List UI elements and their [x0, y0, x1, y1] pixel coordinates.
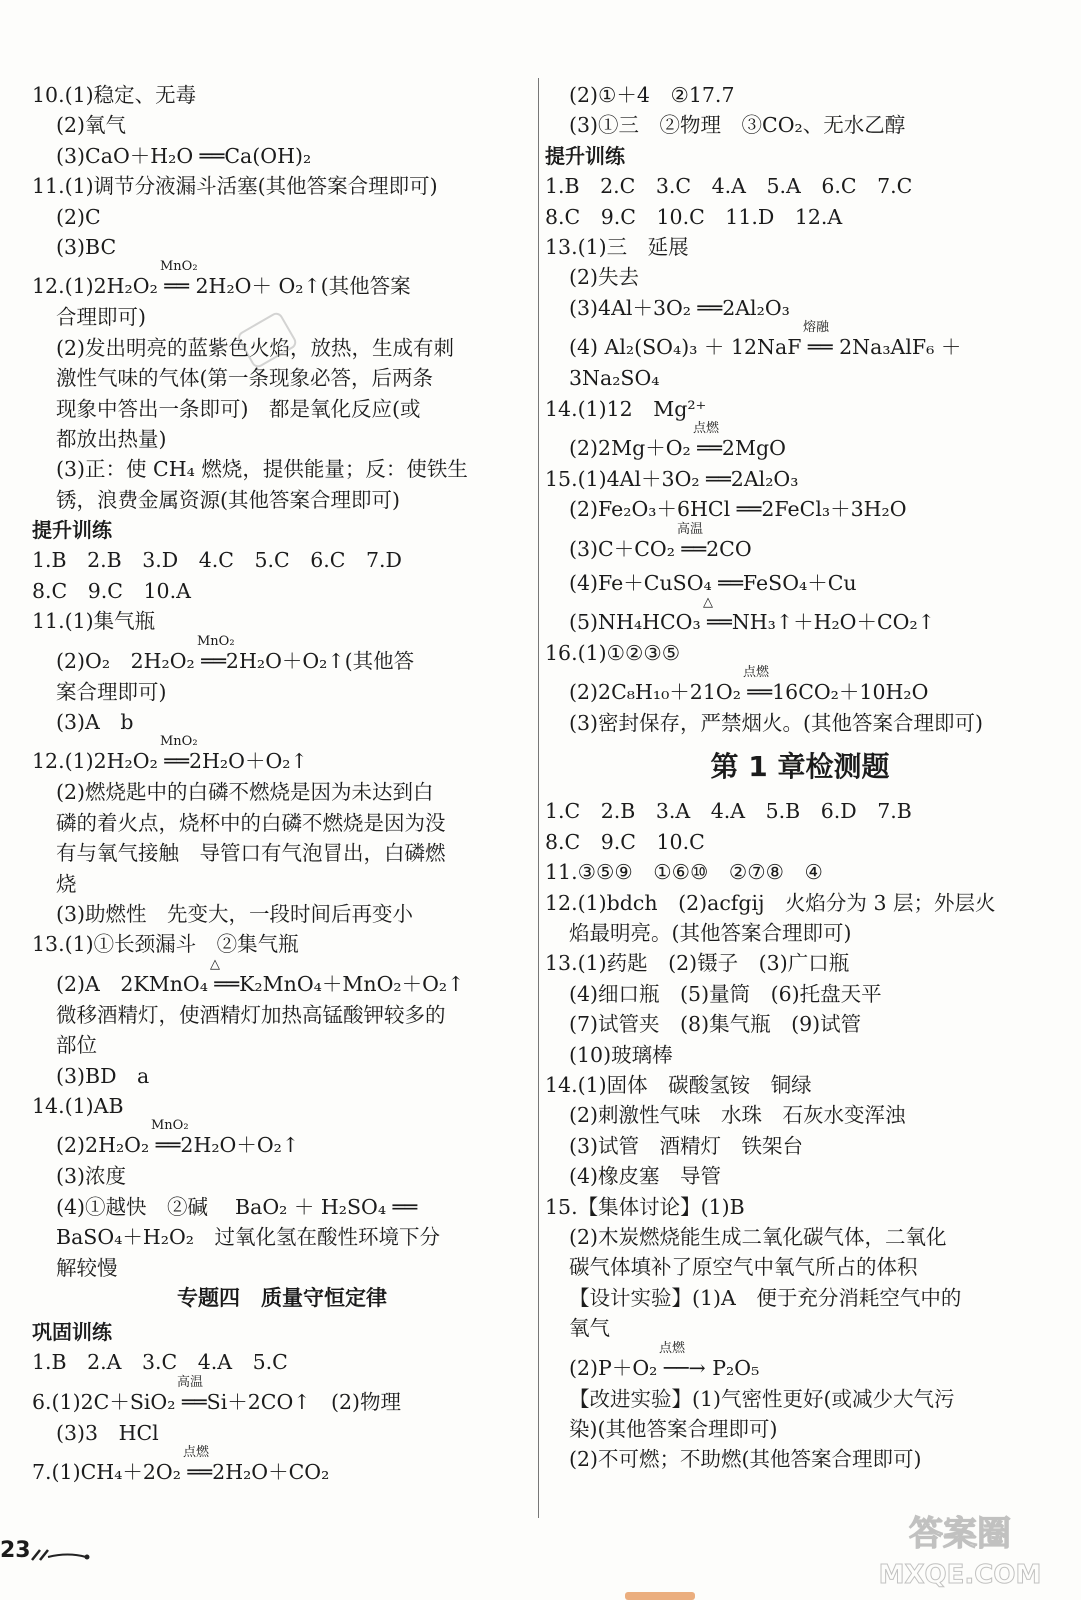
answer-text: 8.C 9.C 10.C 11.D 12.A — [545, 204, 843, 229]
answer-text: 解较慢 — [56, 1255, 118, 1280]
answer-text: 15.(1)4Al＋3O₂ ══2Al₂O₃ — [545, 466, 799, 491]
answer-line — [545, 262, 1055, 292]
column-divider — [538, 78, 539, 1518]
answer-line — [32, 110, 532, 140]
left-column — [32, 80, 532, 1488]
answer-line — [545, 363, 1055, 393]
answer-text: 1.C 2.B 3.A 4.A 5.B 6.D 7.B — [545, 799, 912, 824]
answer-text: 1.B 2.A 3.C 4.A 5.C — [32, 1350, 288, 1375]
answer-text: (3)正：使 CH₄ 燃烧，提供能量；反：使铁生 — [56, 457, 468, 482]
answer-line — [32, 633, 532, 677]
answer-line — [545, 1161, 1055, 1191]
answer-text: 磷的着火点，烧杯中的白磷不燃烧是因为没 — [56, 810, 446, 835]
answer-line — [545, 232, 1055, 262]
reaction-condition: 高温 — [677, 521, 704, 537]
reaction-condition: 高温 — [177, 1374, 204, 1390]
answer-line — [545, 1192, 1055, 1222]
answer-text: 都放出热量) — [56, 426, 167, 451]
answer-text: 11.(1)集气瓶 — [32, 609, 156, 634]
answer-line — [32, 424, 532, 454]
answer-line — [32, 1118, 532, 1161]
answer-text: (2)不可燃；不助燃(其他答案合理即可) — [569, 1447, 922, 1472]
answer-text: 3Na₂SO₄ — [569, 366, 660, 391]
answer-line — [32, 1192, 532, 1222]
answer-text: 15.【集体讨论】(1)B — [545, 1194, 745, 1219]
reaction-condition: 点燃 — [659, 1340, 686, 1356]
answer-line — [545, 1040, 1055, 1070]
answer-text: 6.(1)2C＋SiO₂ ══Si＋2CO↑ (2)物理 — [32, 1389, 401, 1414]
answer-text: (2)A 2KMnO₄ ══K₂MnO₄＋MnO₂＋O₂↑ — [56, 971, 465, 996]
answer-text: 8.C 9.C 10.A — [32, 578, 191, 603]
answer-line — [32, 515, 532, 545]
answer-line — [545, 796, 1055, 826]
answer-line — [545, 857, 1055, 887]
answer-text: (2)①＋4 ②17.7 — [569, 83, 735, 107]
answer-line — [545, 1444, 1055, 1474]
answer-line — [32, 202, 532, 232]
answer-text: 案合理即可) — [56, 679, 167, 704]
answer-text: (3)C＋CO₂ ══2CO — [569, 536, 752, 561]
answer-line — [545, 110, 1055, 140]
answer-line — [32, 899, 532, 929]
answer-text: 提升训练 — [32, 518, 112, 543]
answer-text: 12.(1)2H₂O₂ ══2H₂O＋O₂↑ — [32, 749, 308, 774]
answer-text: (2)2Mg＋O₂ ══2MgO — [569, 435, 786, 460]
answer-line — [545, 708, 1055, 738]
answer-line — [545, 494, 1055, 524]
answer-line — [545, 293, 1055, 323]
answer-text: 14.(1)AB — [32, 1093, 124, 1118]
answer-line — [545, 665, 1055, 708]
answer-line — [32, 1091, 532, 1121]
answer-line — [32, 777, 532, 807]
answer-text: (3)CaO＋H₂O ══Ca(OH)₂ — [56, 143, 312, 168]
answer-text: (7)试管夹 (8)集气瓶 (9)试管 — [569, 1012, 862, 1037]
answer-text: (3)助燃性 先变大，一段时间后再变小 — [56, 901, 414, 926]
answer-text: (2)氧气 — [56, 113, 127, 138]
answer-line — [32, 734, 532, 777]
answer-line — [545, 1313, 1055, 1343]
answer-text: (2)C — [56, 204, 101, 229]
answer-line — [32, 1000, 532, 1030]
answer-line — [32, 1030, 532, 1060]
answer-line — [545, 1414, 1055, 1444]
answer-line — [545, 638, 1055, 668]
answer-text: 16.(1)①②③⑤ — [545, 640, 681, 665]
answer-line — [32, 1061, 532, 1091]
answer-text: (3)试管 酒精灯 铁架台 — [569, 1133, 804, 1158]
answer-line — [32, 171, 532, 201]
answer-text: (4)Fe＋CuSO₄ ══FeSO₄＋Cu — [569, 570, 857, 595]
faint-stamp-icon — [235, 308, 305, 378]
answer-line — [545, 171, 1055, 201]
answer-line — [32, 80, 532, 110]
answer-text: 部位 — [56, 1033, 97, 1058]
answer-line — [545, 827, 1055, 857]
answer-line — [32, 1317, 532, 1347]
answer-line — [32, 956, 532, 1000]
answer-line — [545, 565, 1055, 598]
answer-line — [545, 1131, 1055, 1161]
answer-text: 10.(1)稳定、无毒 — [32, 83, 197, 107]
answer-text: (3)浓度 — [56, 1164, 127, 1189]
svg-text:MXQE.COM: MXQE.COM — [878, 1560, 1042, 1590]
answer-text: 【设计实验】(1)A 便于充分消耗空气中的 — [569, 1285, 962, 1310]
answer-line — [545, 420, 1055, 464]
answer-line — [545, 1340, 1055, 1384]
answer-text: 13.(1)药匙 (2)镊子 (3)广口瓶 — [545, 951, 850, 976]
reaction-condition: MnO₂ — [197, 633, 235, 649]
answer-text: (2)刺激性气味 水珠 石灰水变浑浊 — [569, 1103, 906, 1128]
answer-text: 【改进实验】(1)气密性更好(或减少大气污 — [569, 1386, 955, 1411]
answer-line — [545, 888, 1055, 918]
reaction-condition: MnO₂ — [151, 1118, 189, 1134]
answer-text: 碳气体填补了原空气中氧气所占的体积 — [569, 1255, 918, 1280]
answer-text: 专题四 质量守恒定律 — [177, 1285, 387, 1310]
answer-text: 锈，浪费金属资源(其他答案合理即可) — [56, 487, 400, 512]
answer-line — [545, 1100, 1055, 1130]
answer-line — [545, 1283, 1055, 1313]
answer-line — [545, 1222, 1055, 1252]
answer-line — [32, 1253, 532, 1283]
answer-text: (4)①越快 ②碱 BaO₂ ＋ H₂SO₄ ══ — [56, 1194, 418, 1219]
answer-line — [32, 232, 532, 262]
answer-line — [545, 948, 1055, 978]
answer-line — [32, 545, 532, 575]
answer-line — [545, 1252, 1055, 1282]
answer-line — [32, 869, 532, 899]
answer-line — [32, 485, 532, 515]
answer-text: (2)Fe₂O₃＋6HCl ══2FeCl₃＋3H₂O — [569, 497, 907, 522]
answer-text: 微移酒精灯，使酒精灯加热高锰酸钾较多的 — [56, 1002, 446, 1027]
answer-text: 现象中答出一条即可) 都是氧化反应(或 — [56, 396, 421, 421]
answer-text: (4) Al₂(SO₄)₃ ＋ 12NaF ══ 2Na₃AlF₆ ＋ — [569, 335, 962, 360]
reaction-condition: MnO₂ — [160, 259, 198, 275]
answer-text: 焰最明亮。(其他答案合理即可) — [569, 921, 852, 946]
bottom-edge-mark — [625, 1592, 695, 1600]
answer-line — [32, 838, 532, 868]
answer-text: 14.(1)固体 碳酸氢铵 铜绿 — [545, 1072, 812, 1097]
answer-text: 巩固训练 — [32, 1319, 112, 1344]
answer-line — [32, 1374, 532, 1418]
answer-line — [32, 394, 532, 424]
answer-text: (2)发出明亮的蓝紫色火焰，放热，生成有刺 — [56, 335, 455, 360]
answer-line — [545, 141, 1055, 171]
answer-line — [32, 707, 532, 737]
reaction-condition: 熔融 — [803, 320, 830, 336]
answer-line — [32, 1222, 532, 1252]
answer-text: 烧 — [56, 871, 77, 896]
answer-text: (2)2C₈H₁₀＋21O₂ ══16CO₂＋10H₂O — [569, 680, 929, 705]
answer-text: 13.(1)①长颈漏斗 ②集气瓶 — [32, 932, 299, 957]
answer-line — [545, 521, 1055, 565]
answer-text: (3)A b — [56, 710, 134, 735]
answer-text: 14.(1)12 Mg²⁺ — [545, 396, 707, 421]
answer-text: 11.(1)调节分液漏斗活塞(其他答案合理即可) — [32, 174, 438, 199]
answer-line — [545, 80, 1055, 110]
answer-line — [545, 394, 1055, 424]
answer-line — [545, 320, 1055, 363]
answer-text: (3)3 HCl — [56, 1420, 159, 1445]
answer-text: (3)BD a — [56, 1063, 150, 1088]
answer-line — [32, 808, 532, 838]
reaction-condition: 点燃 — [743, 665, 770, 681]
answer-text: 12.(1)2H₂O₂ ══ 2H₂O＋ O₂↑(其他答案 — [32, 274, 411, 299]
answer-line — [545, 979, 1055, 1009]
svg-text:答案圈: 答案圈 — [909, 1514, 1011, 1554]
answer-line — [545, 202, 1055, 232]
reaction-condition: △ — [210, 956, 220, 972]
answer-text: (10)玻璃棒 — [569, 1042, 673, 1067]
answer-text: (3)①三 ②物理 ③CO₂、无水乙醇 — [569, 113, 906, 138]
answer-text: 11.③⑤⑨ ①⑥⑩ ②⑦⑧ ④ — [545, 860, 823, 885]
answer-text: (2)2H₂O₂ ══2H₂O＋O₂↑ — [56, 1133, 300, 1158]
answer-text: (5)NH₄HCO₃ ══NH₃↑＋H₂O＋CO₂↑ — [569, 609, 935, 634]
answer-line — [32, 454, 532, 484]
answer-line — [545, 594, 1055, 638]
answer-text: 激性气味的气体(第一条现象必答，后两条 — [56, 366, 433, 391]
page-number-swoosh-icon — [30, 1548, 90, 1562]
reaction-condition: MnO₂ — [160, 734, 198, 750]
answer-text: (2)O₂ 2H₂O₂ ══2H₂O＋O₂↑(其他答 — [56, 648, 415, 673]
answer-line — [32, 141, 532, 171]
answer-text: 12.(1)bdch (2)acfgij 火焰分为 3 层；外层火 — [545, 890, 996, 915]
answer-line — [545, 918, 1055, 948]
answer-text: (4)细口瓶 (5)量筒 (6)托盘天平 — [569, 981, 882, 1006]
answer-line — [32, 1283, 532, 1317]
page-number: 23 — [0, 1538, 31, 1563]
answer-text: 1.B 2.B 3.D 4.C 5.C 6.C 7.D — [32, 548, 402, 573]
answer-line — [32, 677, 532, 707]
answer-line — [32, 1445, 532, 1488]
reaction-condition: △ — [703, 594, 713, 610]
reaction-condition: 点燃 — [183, 1445, 210, 1461]
answer-line — [545, 738, 1055, 796]
answer-text: 染)(其他答案合理即可) — [569, 1416, 778, 1441]
answer-text: 有与氧气接触 导管口有气泡冒出，白磷燃 — [56, 841, 446, 866]
answer-text: (2)失去 — [569, 265, 640, 290]
answer-text: (4)橡皮塞 导管 — [569, 1164, 722, 1189]
answer-line — [545, 1384, 1055, 1414]
answer-text: (3)密封保存，严禁烟火。(其他答案合理即可) — [569, 711, 984, 736]
answer-text: 13.(1)三 延展 — [545, 234, 689, 259]
answer-text: 合理即可) — [56, 305, 146, 330]
answer-text: 1.B 2.C 3.C 4.A 5.A 6.C 7.C — [545, 174, 913, 199]
answer-line — [32, 1418, 532, 1448]
reaction-condition: 点燃 — [693, 420, 720, 436]
answer-text: (2)燃烧匙中的白磷不燃烧是因为未达到白 — [56, 780, 434, 805]
answer-text: (2)木炭燃烧能生成二氧化碳气体，二氧化 — [569, 1224, 947, 1249]
answer-line — [32, 259, 532, 302]
answer-line — [32, 1347, 532, 1377]
right-column — [545, 80, 1055, 1475]
answer-text: (3)BC — [56, 234, 117, 259]
answer-line — [32, 606, 532, 636]
answer-line — [32, 929, 532, 959]
answer-line — [32, 576, 532, 606]
answer-line — [545, 1070, 1055, 1100]
answer-line — [545, 1009, 1055, 1039]
answer-text: 8.C 9.C 10.C — [545, 829, 705, 854]
answer-text: 提升训练 — [545, 143, 625, 168]
answer-text: (2)P＋O₂ ──→ P₂O₅ — [569, 1355, 760, 1380]
answer-text: 第 1 章检测题 — [710, 750, 890, 784]
answer-text: (3)4Al＋3O₂ ══2Al₂O₃ — [569, 295, 790, 320]
watermark-logo — [850, 1505, 1070, 1595]
answer-line — [545, 464, 1055, 494]
answer-text: 7.(1)CH₄＋2O₂ ══2H₂O＋CO₂ — [32, 1460, 330, 1485]
answer-line — [32, 1161, 532, 1191]
answer-text: BaSO₄＋H₂O₂ 过氧化氢在酸性环境下分 — [56, 1225, 440, 1250]
answer-text: 氧气 — [569, 1316, 610, 1341]
